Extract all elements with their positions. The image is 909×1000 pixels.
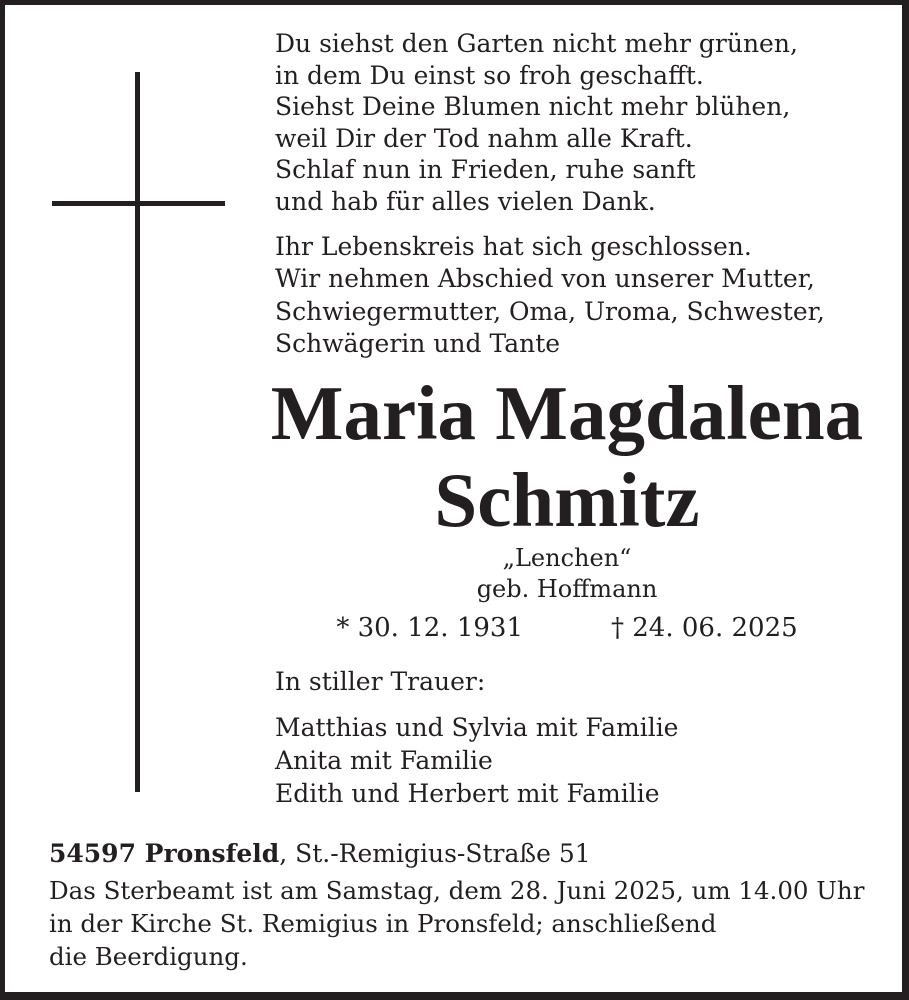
- life-dates: [260, 611, 874, 645]
- mourner-line: Edith und Herbert mit Familie: [275, 779, 660, 808]
- farewell-line: Wir nehmen Abschied von unserer Mutter,: [275, 264, 815, 294]
- service-line: Das Sterbeamt ist am Samstag, dem 28. Juni 2025, um 14.00 Uhr: [49, 876, 865, 905]
- deceased-nickname: „Lenchen“: [502, 544, 632, 572]
- deceased-name-line1: Maria Magdalena: [270, 370, 864, 456]
- poem-line: weil Dir der Tod nahm alle Kraft.: [275, 123, 693, 153]
- mourners-list: [275, 711, 678, 810]
- mourning-heading: In stiller Trauer:: [275, 667, 486, 696]
- poem-line: und hab für alles vielen Dank.: [275, 186, 656, 216]
- cross-icon: [135, 72, 140, 792]
- farewell-line: Schwägerin und Tante: [275, 329, 561, 359]
- birth-date: * 30. 12. 1931: [336, 613, 523, 643]
- farewell-text: [275, 231, 895, 361]
- poem-line: Du siehst den Garten nicht mehr grünen,: [275, 29, 798, 58]
- deceased-name: [260, 370, 874, 544]
- death-date: † 24. 06. 2025: [611, 613, 798, 643]
- address-street: , St.-Remigius-Straße 51: [279, 839, 591, 868]
- poem-line: Siehst Deine Blumen nicht mehr blühen,: [275, 92, 791, 122]
- farewell-line: Schwiegermutter, Oma, Uroma, Schwester,: [275, 296, 825, 326]
- address-city: 54597 Pronsfeld: [49, 839, 280, 868]
- mourner-line: Matthias und Sylvia mit Familie: [275, 713, 679, 742]
- memorial-poem: [275, 28, 875, 218]
- farewell-line: Ihr Lebenskreis hat sich geschlossen.: [275, 232, 752, 261]
- mourner-line: Anita mit Familie: [275, 746, 493, 775]
- deceased-maiden-name: geb. Hoffmann: [476, 575, 658, 603]
- deceased-name-line2: Schmitz: [434, 457, 700, 543]
- service-line: die Beerdigung.: [49, 942, 248, 971]
- poem-line: in dem Du einst so froh geschafft.: [275, 60, 704, 90]
- service-line: in der Kirche St. Remigius in Pronsfeld; anschließend: [49, 909, 717, 938]
- poem-line: Schlaf nun in Frieden, ruhe sanft: [275, 155, 696, 185]
- address-line: [49, 838, 591, 870]
- cross-icon: [52, 201, 225, 206]
- funeral-service-info: [49, 874, 864, 973]
